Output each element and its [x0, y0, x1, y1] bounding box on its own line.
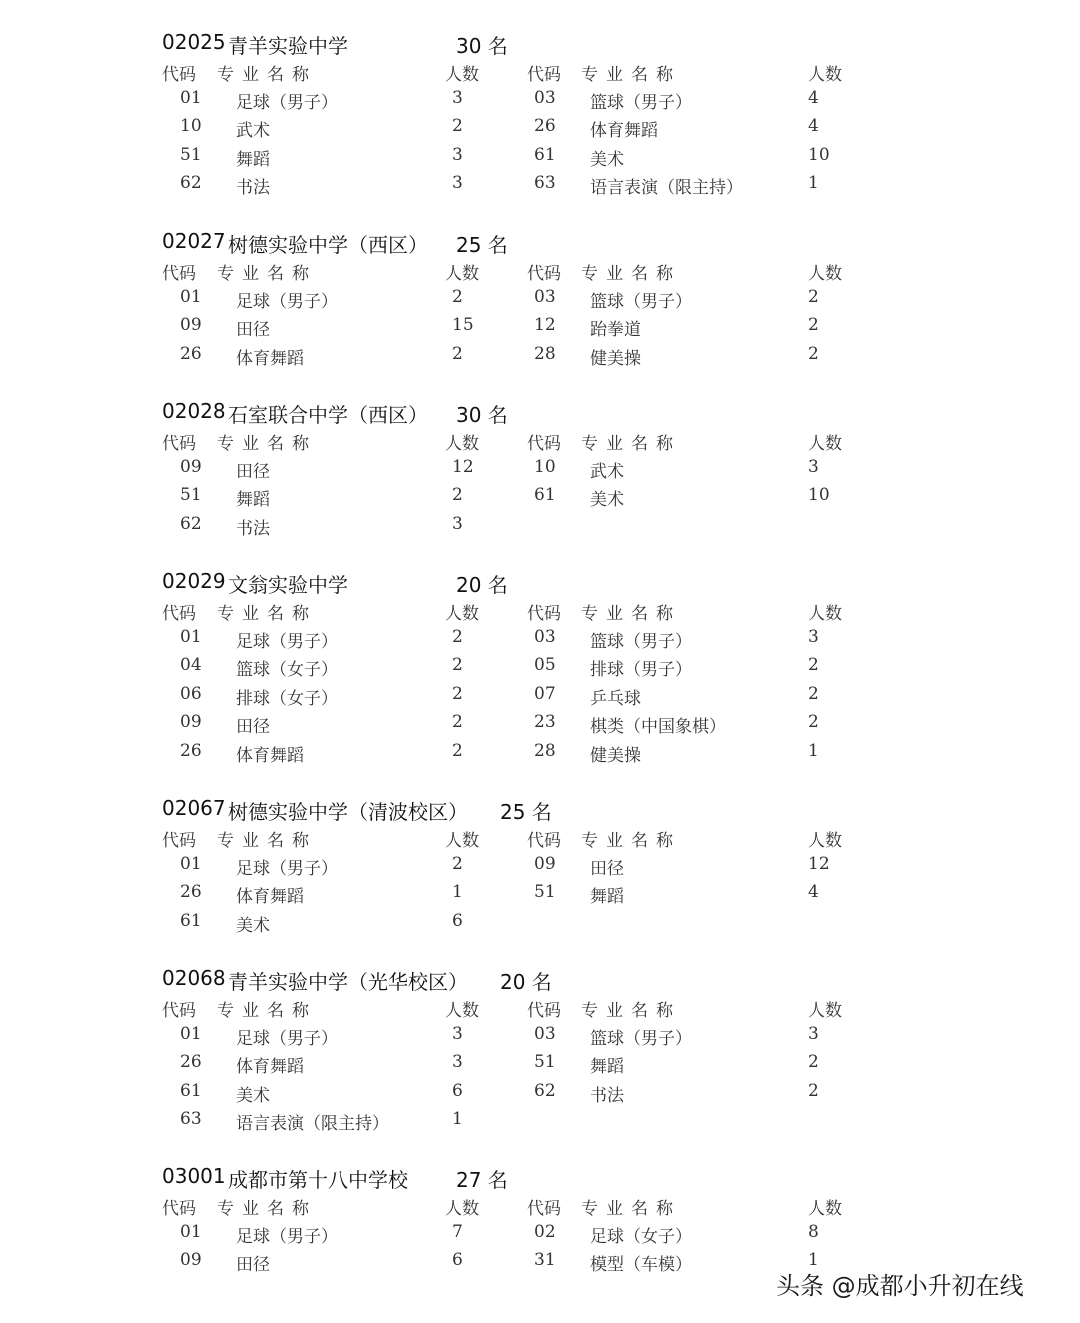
- table-row: [0, 145, 1080, 173]
- major-count: 3: [452, 1052, 463, 1073]
- school-code: 02027: [162, 229, 226, 253]
- school-quota: 25 名: [456, 233, 508, 257]
- column-header-row: [0, 429, 1080, 457]
- major-code: 23: [534, 712, 556, 733]
- major-count: 2: [452, 683, 463, 704]
- header-name: 专业名称: [581, 1001, 681, 1021]
- table-row: [0, 116, 1080, 144]
- table-row: [0, 287, 1080, 315]
- major-name: 书法: [590, 1085, 624, 1106]
- school-quota: 20 名: [500, 970, 552, 994]
- table-row: [0, 882, 1080, 910]
- header-count: 人数: [445, 65, 479, 85]
- major-name: 篮球（女子）: [236, 660, 338, 681]
- major-name: 田径: [236, 717, 270, 738]
- major-name: 乒乓球: [590, 688, 641, 709]
- major-code: 01: [180, 627, 202, 647]
- major-name: 健美操: [590, 348, 641, 369]
- major-count: 10: [808, 144, 830, 165]
- major-code: 51: [534, 1052, 556, 1073]
- major-name: 棋类（中国象棋）: [590, 717, 726, 738]
- major-code: 02: [534, 1222, 556, 1242]
- header-code: 代码: [527, 65, 561, 85]
- major-code: 26: [180, 343, 202, 364]
- major-name: 模型（车模）: [590, 1255, 692, 1276]
- table-row: [0, 1222, 1080, 1250]
- major-name: 语言表演（限主持）: [236, 1114, 389, 1135]
- school-code: 02028: [162, 399, 226, 423]
- table-row: [0, 1052, 1080, 1080]
- major-count: 6: [452, 1080, 463, 1101]
- header-name: 专业名称: [581, 831, 681, 851]
- major-name: 田径: [590, 859, 624, 879]
- major-count: 1: [808, 173, 819, 194]
- major-name: 书法: [236, 518, 270, 539]
- school-name: 树德实验中学（清波校区）: [228, 800, 468, 824]
- major-name: 体育舞蹈: [590, 121, 658, 142]
- major-count: 3: [452, 144, 463, 165]
- school-name: 成都市第十八中学校: [228, 1168, 408, 1192]
- column-header-row: [0, 826, 1080, 854]
- major-code: 09: [180, 457, 202, 477]
- header-code: 代码: [527, 831, 561, 851]
- major-name: 体育舞蹈: [236, 745, 304, 766]
- major-count: 15: [452, 315, 474, 336]
- major-code: 63: [180, 1109, 202, 1130]
- major-name: 体育舞蹈: [236, 348, 304, 369]
- header-code: 代码: [527, 604, 561, 624]
- header-name: 专业名称: [581, 1199, 681, 1219]
- header-count: 人数: [445, 434, 479, 454]
- header-code: 代码: [527, 1199, 561, 1219]
- header-count: 人数: [808, 65, 842, 85]
- major-code: 09: [180, 712, 202, 733]
- major-code: 05: [534, 655, 556, 676]
- major-count: 8: [808, 1222, 819, 1242]
- major-name: 美术: [590, 149, 624, 170]
- header-name: 专业名称: [217, 604, 317, 624]
- header-name: 专业名称: [581, 264, 681, 284]
- major-name: 足球（男子）: [236, 93, 338, 113]
- major-code: 62: [180, 513, 202, 534]
- major-count: 3: [452, 1024, 463, 1044]
- table-row: [0, 911, 1080, 939]
- major-code: 62: [534, 1080, 556, 1101]
- major-count: 7: [452, 1222, 463, 1242]
- major-code: 51: [534, 882, 556, 903]
- major-count: 2: [808, 315, 819, 336]
- major-count: 6: [452, 910, 463, 931]
- major-code: 09: [180, 315, 202, 336]
- header-code: 代码: [162, 65, 196, 85]
- major-name: 田径: [236, 462, 270, 482]
- header-name: 专业名称: [581, 434, 681, 454]
- school-code: 02029: [162, 569, 226, 593]
- major-code: 63: [534, 173, 556, 194]
- major-count: 1: [808, 740, 819, 761]
- major-count: 2: [452, 627, 463, 647]
- major-code: 03: [534, 1024, 556, 1044]
- major-name: 足球（男子）: [236, 1029, 338, 1049]
- header-count: 人数: [808, 604, 842, 624]
- major-code: 09: [180, 1250, 202, 1271]
- major-count: 4: [808, 116, 819, 137]
- major-count: 1: [452, 1109, 463, 1130]
- major-code: 01: [180, 854, 202, 874]
- major-name: 健美操: [590, 745, 641, 766]
- major-count: 2: [452, 116, 463, 137]
- major-name: 武术: [236, 121, 270, 142]
- header-count: 人数: [445, 1001, 479, 1021]
- major-code: 26: [180, 740, 202, 761]
- major-count: 2: [452, 655, 463, 676]
- major-code: 62: [180, 173, 202, 194]
- table-row: [0, 485, 1080, 513]
- table-row: [0, 1109, 1080, 1137]
- major-count: 1: [808, 1250, 819, 1271]
- major-count: 2: [808, 1052, 819, 1073]
- major-count: 3: [452, 513, 463, 534]
- major-code: 01: [180, 88, 202, 108]
- header-code: 代码: [162, 434, 196, 454]
- school-code: 02025: [162, 30, 226, 54]
- major-name: 舞蹈: [236, 149, 270, 170]
- table-row: [0, 88, 1080, 116]
- major-name: 跆拳道: [590, 320, 641, 341]
- major-code: 26: [180, 1052, 202, 1073]
- school-quota: 30 名: [456, 34, 508, 58]
- header-name: 专业名称: [581, 604, 681, 624]
- header-count: 人数: [808, 434, 842, 454]
- major-code: 61: [534, 485, 556, 506]
- major-name: 篮球（男子）: [590, 292, 692, 312]
- major-count: 2: [452, 854, 463, 874]
- header-code: 代码: [162, 1001, 196, 1021]
- table-row: [0, 627, 1080, 655]
- table-row: [0, 1081, 1080, 1109]
- major-count: 3: [808, 627, 819, 647]
- school-quota: 25 名: [500, 800, 552, 824]
- major-count: 2: [808, 655, 819, 676]
- school-quota: 30 名: [456, 403, 508, 427]
- header-count: 人数: [445, 1199, 479, 1219]
- major-name: 足球（男子）: [236, 632, 338, 652]
- major-name: 足球（男子）: [236, 859, 338, 879]
- major-count: 2: [808, 287, 819, 307]
- school-name: 文翁实验中学: [228, 573, 348, 597]
- major-code: 01: [180, 1024, 202, 1044]
- header-name: 专业名称: [217, 831, 317, 851]
- column-header-row: [0, 1194, 1080, 1222]
- major-name: 美术: [236, 915, 270, 936]
- column-header-row: [0, 599, 1080, 627]
- major-name: 田径: [236, 320, 270, 341]
- header-code: 代码: [162, 604, 196, 624]
- school-quota: 20 名: [456, 573, 508, 597]
- header-count: 人数: [808, 1001, 842, 1021]
- major-code: 10: [534, 457, 556, 477]
- table-row: [0, 315, 1080, 343]
- major-count: 2: [452, 740, 463, 761]
- major-name: 舞蹈: [590, 1057, 624, 1078]
- major-count: 2: [452, 712, 463, 733]
- school-quota: 27 名: [456, 1168, 508, 1192]
- table-row: [0, 684, 1080, 712]
- school-code: 02067: [162, 796, 226, 820]
- major-count: 3: [808, 457, 819, 477]
- major-code: 09: [534, 854, 556, 874]
- major-count: 2: [452, 287, 463, 307]
- major-code: 51: [180, 485, 202, 506]
- major-count: 10: [808, 485, 830, 506]
- table-row: [0, 655, 1080, 683]
- major-code: 10: [180, 116, 202, 137]
- header-code: 代码: [527, 1001, 561, 1021]
- header-code: 代码: [162, 831, 196, 851]
- header-count: 人数: [445, 264, 479, 284]
- school-code: 02068: [162, 966, 226, 990]
- major-name: 语言表演（限主持）: [590, 178, 743, 199]
- major-name: 足球（男子）: [236, 292, 338, 312]
- major-code: 03: [534, 287, 556, 307]
- major-code: 06: [180, 683, 202, 704]
- column-header-row: [0, 60, 1080, 88]
- school-name: 青羊实验中学: [228, 34, 348, 58]
- header-code: 代码: [162, 264, 196, 284]
- major-code: 51: [180, 144, 202, 165]
- header-code: 代码: [527, 434, 561, 454]
- major-name: 书法: [236, 178, 270, 199]
- major-count: 1: [452, 882, 463, 903]
- major-count: 3: [808, 1024, 819, 1044]
- major-count: 2: [808, 343, 819, 364]
- header-name: 专业名称: [217, 65, 317, 85]
- major-count: 2: [452, 485, 463, 506]
- table-row: [0, 741, 1080, 769]
- major-code: 01: [180, 1222, 202, 1242]
- major-count: 4: [808, 882, 819, 903]
- major-code: 26: [180, 882, 202, 903]
- header-count: 人数: [445, 604, 479, 624]
- major-code: 03: [534, 627, 556, 647]
- school-name: 树德实验中学（西区）: [228, 233, 428, 257]
- major-code: 28: [534, 740, 556, 761]
- major-count: 2: [808, 683, 819, 704]
- major-code: 26: [534, 116, 556, 137]
- table-row: [0, 344, 1080, 372]
- school-name: 青羊实验中学（光华校区）: [228, 970, 468, 994]
- header-count: 人数: [445, 831, 479, 851]
- major-code: 03: [534, 88, 556, 108]
- header-count: 人数: [808, 831, 842, 851]
- major-code: 07: [534, 683, 556, 704]
- major-name: 篮球（男子）: [590, 1029, 692, 1049]
- watermark: 头条 @成都小升初在线: [776, 1272, 1024, 1300]
- school-name: 石室联合中学（西区）: [228, 403, 428, 427]
- major-name: 体育舞蹈: [236, 1057, 304, 1078]
- major-code: 61: [180, 1080, 202, 1101]
- major-code: 31: [534, 1250, 556, 1271]
- column-header-row: [0, 996, 1080, 1024]
- header-name: 专业名称: [581, 65, 681, 85]
- major-name: 美术: [236, 1085, 270, 1106]
- table-row: [0, 457, 1080, 485]
- header-name: 专业名称: [217, 1199, 317, 1219]
- major-name: 排球（女子）: [236, 688, 338, 709]
- header-code: 代码: [527, 264, 561, 284]
- major-name: 武术: [590, 462, 624, 482]
- major-name: 舞蹈: [236, 490, 270, 511]
- major-name: 足球（男子）: [236, 1227, 338, 1247]
- major-name: 舞蹈: [590, 887, 624, 908]
- column-header-row: [0, 259, 1080, 287]
- major-name: 体育舞蹈: [236, 887, 304, 908]
- major-name: 篮球（男子）: [590, 93, 692, 113]
- major-code: 61: [534, 144, 556, 165]
- major-count: 3: [452, 173, 463, 194]
- header-name: 专业名称: [217, 1001, 317, 1021]
- school-code: 03001: [162, 1164, 226, 1188]
- major-code: 01: [180, 287, 202, 307]
- major-code: 04: [180, 655, 202, 676]
- table-row: [0, 173, 1080, 201]
- major-count: 3: [452, 88, 463, 108]
- major-count: 2: [808, 712, 819, 733]
- major-code: 61: [180, 910, 202, 931]
- major-count: 12: [808, 854, 830, 874]
- major-name: 田径: [236, 1255, 270, 1276]
- header-code: 代码: [162, 1199, 196, 1219]
- table-row: [0, 514, 1080, 542]
- major-count: 12: [452, 457, 474, 477]
- major-code: 12: [534, 315, 556, 336]
- major-count: 4: [808, 88, 819, 108]
- major-count: 6: [452, 1250, 463, 1271]
- header-name: 专业名称: [217, 264, 317, 284]
- table-row: [0, 1024, 1080, 1052]
- major-name: 篮球（男子）: [590, 632, 692, 652]
- major-name: 美术: [590, 490, 624, 511]
- header-count: 人数: [808, 264, 842, 284]
- major-code: 28: [534, 343, 556, 364]
- major-count: 2: [808, 1080, 819, 1101]
- header-name: 专业名称: [217, 434, 317, 454]
- table-row: [0, 854, 1080, 882]
- table-row: [0, 712, 1080, 740]
- header-count: 人数: [808, 1199, 842, 1219]
- major-name: 排球（男子）: [590, 660, 692, 681]
- major-count: 2: [452, 343, 463, 364]
- major-name: 足球（女子）: [590, 1227, 692, 1247]
